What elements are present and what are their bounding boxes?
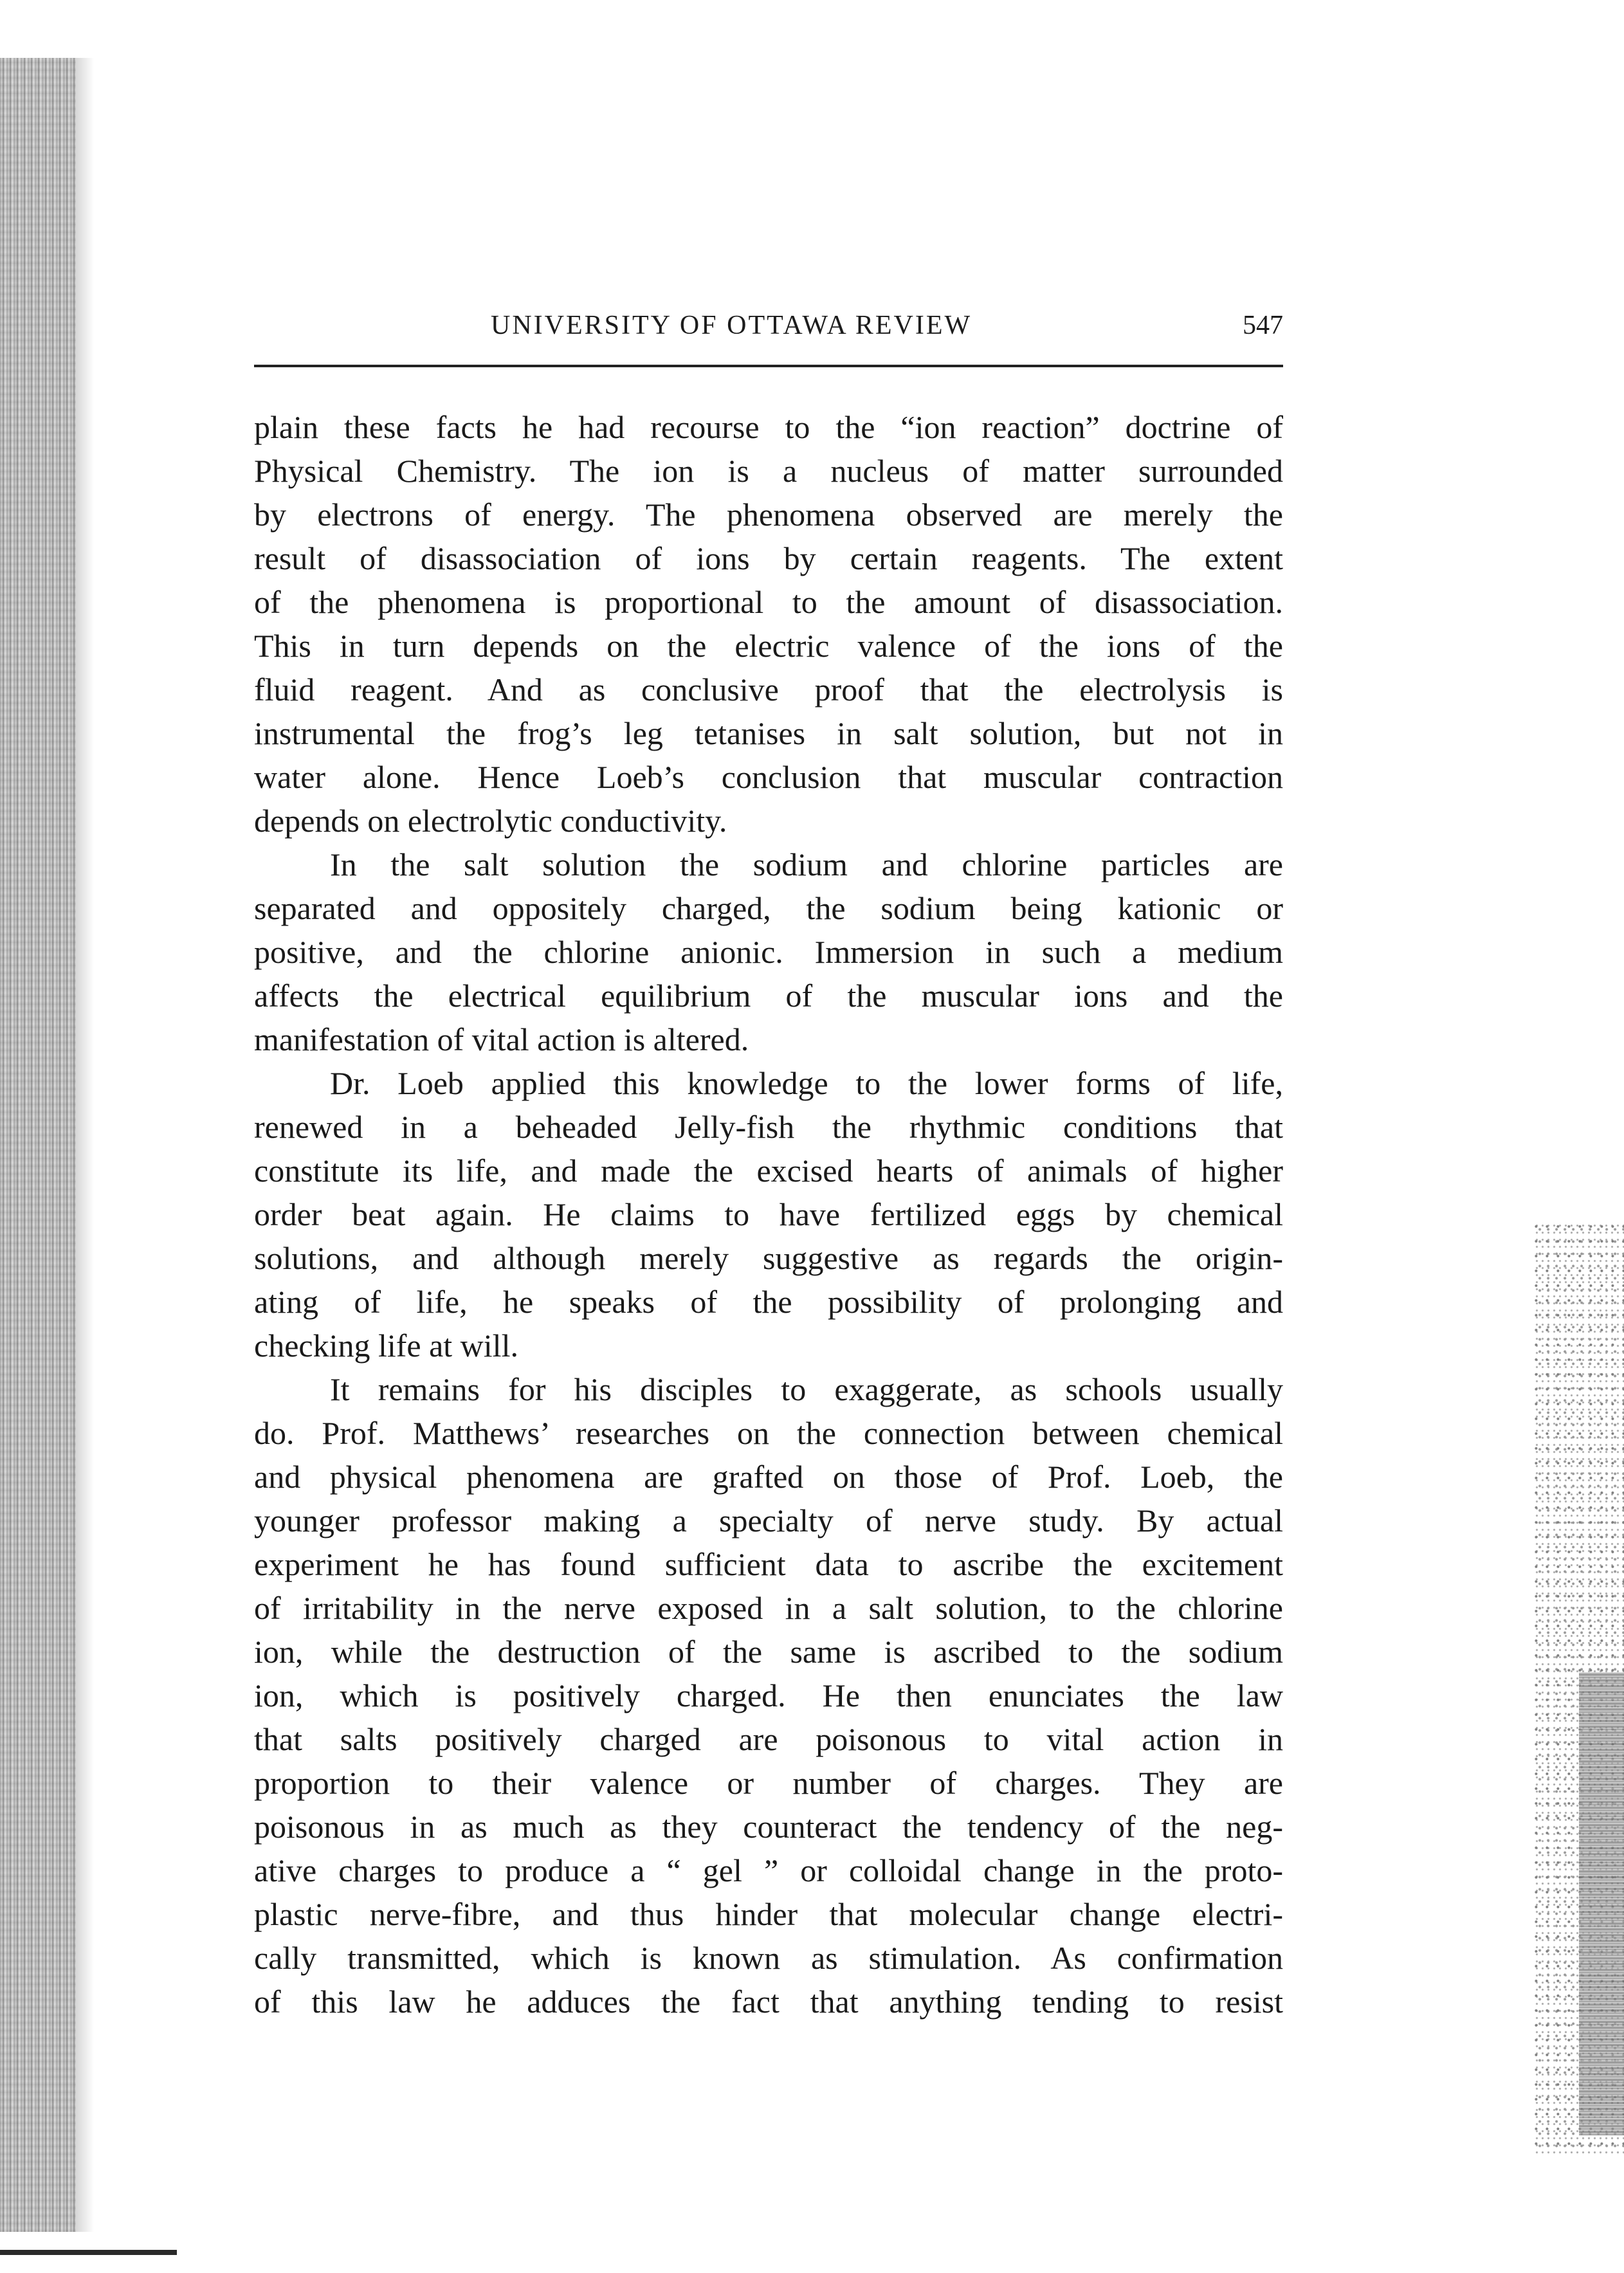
text-line: of the phenomena is proportional to the amount of disassociation. <box>254 584 1283 620</box>
text-line: and physical phenomena are grafted on those of Prof. Loeb, the <box>254 1459 1283 1495</box>
header-rule <box>254 365 1283 367</box>
page-number: 547 <box>1243 311 1283 340</box>
running-head <box>254 302 1283 354</box>
text-line: plastic nerve-fibre, and thus hinder that molecular change electri- <box>254 1896 1283 1932</box>
text-line: depends on electrolytic conductivity. <box>254 803 727 839</box>
text-line: constitute its life, and made the excised hearts of animals of higher <box>254 1153 1283 1189</box>
text-line: cally transmitted, which is known as stimulation. As confirmation <box>254 1940 1283 1976</box>
text-line: renewed in a beheaded Jelly-fish the rhythmic conditions that <box>254 1109 1283 1145</box>
text-line: This in turn depends on the electric valence of the ions of the <box>254 628 1283 664</box>
text-line: fluid reagent. And as conclusive proof that the electrolysis is <box>254 671 1283 707</box>
running-title: UNIVERSITY OF OTTAWA REVIEW <box>491 311 972 340</box>
text-line: solutions, and although merely suggestive as regards the origin- <box>254 1240 1283 1276</box>
binding-edge-shadow <box>0 58 76 2232</box>
text-line: do. Prof. Matthews’ researches on the connection between chemical <box>254 1415 1283 1451</box>
text-line: by electrons of energy. The phenomena observed are merely the <box>254 497 1283 533</box>
text-line: checking life at will. <box>254 1328 518 1364</box>
paragraph-2 <box>254 843 1283 1061</box>
text-line: poisonous in as much as they counteract the tendency of the neg- <box>254 1809 1283 1845</box>
text-line: Dr. Loeb applied this knowledge to the lower forms of life, <box>330 1065 1283 1101</box>
paragraph-1 <box>254 405 1283 843</box>
text-line: ion, while the destruction of the same is ascribed to the sodium <box>254 1634 1283 1670</box>
binding-foot-mark <box>0 2250 177 2255</box>
text-line: instrumental the frog’s leg tetanises in salt solution, but not in <box>254 715 1283 751</box>
text-line: water alone. Hence Loeb’s conclusion that muscular contraction <box>254 759 1283 795</box>
text-line: younger professor making a specialty of nerve study. By actual <box>254 1502 1283 1538</box>
text-line: proportion to their valence or number of charges. They are <box>254 1765 1283 1801</box>
text-line: It remains for his disciples to exaggerate, as schools usually <box>330 1371 1283 1407</box>
text-line: order beat again. He claims to have fertilized eggs by chemical <box>254 1196 1283 1232</box>
paragraph-3 <box>254 1061 1283 1367</box>
text-line: positive, and the chlorine anionic. Immersion in such a medium <box>254 934 1283 970</box>
text-line: result of disassociation of ions by certain reagents. The extent <box>254 540 1283 576</box>
text-line: In the salt solution the sodium and chlorine particles are <box>330 846 1283 882</box>
paragraph-4 <box>254 1367 1283 2023</box>
text-line: affects the electrical equilibrium of the muscular ions and the <box>254 978 1283 1014</box>
text-line: of this law he adduces the fact that anything tending to resist <box>254 1984 1283 2020</box>
text-line: ion, which is positively charged. He then enunciates the law <box>254 1677 1283 1713</box>
text-line: ating of life, he speaks of the possibility of prolonging and <box>254 1284 1283 1320</box>
text-line: separated and oppositely charged, the sodium being kationic or <box>254 890 1283 926</box>
scan-edge-noise <box>1579 1672 1624 2135</box>
text-line: plain these facts he had recourse to the “ion reaction” doctrine of <box>254 409 1283 445</box>
text-line: that salts positively charged are poisonous to vital action in <box>254 1721 1283 1757</box>
text-line: of irritability in the nerve exposed in a salt solution, to the chlorine <box>254 1590 1283 1626</box>
body-text <box>254 405 1283 2023</box>
text-line: ative charges to produce a “ gel ” or colloidal change in the proto- <box>254 1852 1283 1888</box>
text-line: manifestation of vital action is altered. <box>254 1021 749 1057</box>
text-line: Physical Chemistry. The ion is a nucleus of matter surrounded <box>254 453 1283 489</box>
text-line: experiment he has found sufficient data to ascribe the excitement <box>254 1546 1283 1582</box>
